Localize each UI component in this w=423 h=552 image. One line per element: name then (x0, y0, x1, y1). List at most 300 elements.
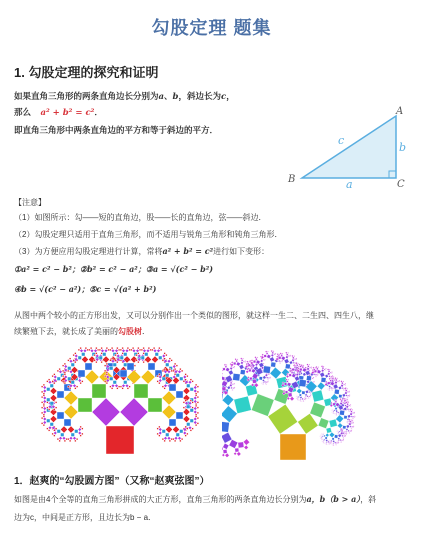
pythagoras-tree-square (35, 342, 205, 466)
tree-square (180, 440, 182, 442)
tree-square (55, 402, 57, 404)
tree-square (80, 435, 82, 437)
tree-square (190, 430, 192, 432)
tree-square (78, 356, 82, 360)
vertex-label-b: B (288, 174, 296, 185)
tree-square (271, 362, 276, 367)
tree-square (68, 386, 70, 388)
tree-square (82, 381, 84, 383)
tree-square (82, 356, 89, 363)
tree-square (187, 423, 191, 427)
tree-square (62, 381, 64, 383)
tree-square (94, 360, 96, 362)
tree-square (92, 384, 106, 398)
tree-square (266, 377, 268, 379)
variation-5: ；⑤c = √(a² + b²) (81, 284, 157, 294)
tree-square (143, 361, 145, 363)
tree-square (43, 417, 47, 421)
tree-square (59, 437, 63, 441)
tree-square (310, 402, 326, 418)
tree-square (80, 347, 82, 349)
tree-square (296, 359, 297, 360)
zhaoshuang-line-1 (14, 494, 376, 505)
tree-square (197, 417, 199, 419)
tree-square (187, 433, 189, 435)
tree-square (43, 416, 45, 418)
tree-square (269, 357, 274, 362)
tree-square (50, 395, 57, 402)
tree-square (299, 379, 307, 387)
tree-square (294, 366, 296, 368)
tree-square (340, 380, 342, 382)
tree-square (224, 364, 226, 366)
tree-square (92, 398, 120, 426)
tree-square (240, 358, 242, 360)
tree-square (41, 412, 43, 414)
tree-square (52, 381, 54, 383)
tree-square (222, 454, 225, 457)
tree-square (251, 367, 253, 369)
tree-square (166, 374, 170, 378)
tree-square (334, 435, 338, 439)
tree-square (75, 361, 77, 363)
tree-square (331, 373, 332, 374)
tree-square (192, 381, 194, 383)
tree-square (111, 347, 113, 349)
tree-square (269, 374, 270, 375)
tree-square (110, 349, 112, 351)
tree-square (50, 384, 54, 388)
tree-square (64, 374, 66, 376)
tree-square (167, 437, 171, 441)
tree-square (225, 453, 229, 457)
tree-paragraph-line-2 (14, 326, 150, 337)
tree-square (246, 370, 249, 373)
tree-square (176, 433, 180, 437)
tree-square (312, 367, 314, 369)
tree-square (344, 432, 345, 433)
variation-4: ④b = √(c² − a²) (14, 284, 82, 294)
tree-square (138, 347, 140, 349)
tree-square (78, 370, 85, 377)
tree-square (197, 391, 199, 393)
tree-square (329, 390, 330, 391)
tree-square (237, 359, 238, 360)
tree-square (173, 365, 177, 369)
tree-square (192, 402, 194, 404)
tree-square (162, 360, 164, 362)
tree-square (264, 355, 267, 358)
tree-square (302, 366, 304, 368)
tree-square (82, 428, 84, 430)
tree-square (343, 440, 344, 441)
tree-square (317, 375, 318, 376)
tree-square (194, 400, 198, 404)
zhaoshuang-text: ，斜 (360, 495, 377, 504)
tree-square (71, 363, 75, 367)
tree-square (300, 401, 301, 402)
tree-square (267, 351, 268, 352)
tree-square (146, 349, 150, 353)
tree-square (336, 415, 344, 423)
tree-square (174, 437, 178, 441)
tree-square (253, 360, 256, 363)
tree-square (118, 349, 120, 351)
tree-square (166, 363, 170, 367)
tree-square (127, 347, 129, 349)
tree-square (329, 432, 335, 438)
section-heading-zhaoshuang: 1．赵爽的“勾股圆方图”（又称“赵爽弦图”） (14, 476, 210, 487)
tree-square (307, 365, 309, 367)
tree-square (141, 370, 155, 384)
tree-square (325, 437, 327, 439)
note-2: （2）勾股定理只适用于直角三角形，而不适用与锐角三角形和钝角三角形． (14, 230, 283, 239)
tree-square (78, 428, 82, 432)
tree-square (117, 353, 119, 355)
tree-square (62, 370, 64, 372)
tree-square (351, 431, 352, 432)
tree-square (299, 368, 302, 371)
tree-square (54, 374, 56, 376)
tree-square (96, 353, 98, 355)
tree-square (159, 382, 161, 384)
tree-square (110, 360, 112, 362)
tree-square (78, 431, 82, 435)
tree-square (240, 361, 243, 364)
tree-square (73, 360, 75, 362)
tree-square (155, 353, 159, 357)
tree-square (162, 377, 166, 381)
tree-square (226, 364, 227, 365)
tree-square (120, 349, 122, 351)
tree-square (118, 386, 120, 388)
tree-square (286, 354, 288, 356)
tree-square (64, 382, 66, 384)
tree-square (234, 452, 237, 455)
tree-square (69, 437, 73, 441)
tree-square (47, 381, 49, 383)
tree-square (282, 361, 283, 362)
tree-square (174, 374, 176, 376)
tree-square (50, 423, 54, 427)
tree-square (160, 349, 162, 351)
tree-square (190, 379, 192, 381)
tree-square (337, 423, 343, 429)
tree-square (41, 423, 43, 425)
tree-square (159, 356, 163, 360)
tree-square (115, 354, 117, 356)
tree-square (83, 349, 87, 353)
tree-square (282, 353, 283, 354)
tree-square (75, 440, 77, 442)
tree-square (331, 442, 332, 443)
tree-square (159, 435, 161, 437)
tree-square (180, 377, 184, 381)
tree-square (178, 437, 182, 441)
tree-square (183, 431, 187, 435)
tree-square (89, 349, 91, 351)
tree-square (82, 433, 84, 435)
tree-square (347, 397, 348, 398)
side-label-c: c (338, 134, 345, 147)
page-title: 勾股定理 题集 (151, 18, 272, 38)
triangle-shape (302, 116, 396, 178)
tree-square (245, 362, 246, 363)
tree-square (183, 402, 185, 404)
tree-square (262, 384, 263, 385)
tree-square (62, 375, 64, 377)
sep: 、 (164, 91, 173, 101)
tree-square (197, 386, 199, 388)
tree-square (159, 379, 163, 383)
tree-square (117, 388, 119, 390)
tree-square (164, 388, 166, 390)
tree-square (162, 391, 176, 405)
pythagorean-formula: a² + b² = c² (40, 108, 95, 118)
tree-square (289, 374, 292, 377)
tree-square (286, 380, 288, 382)
tree-square (113, 363, 117, 367)
tree-square (48, 426, 52, 430)
tree-square (222, 406, 237, 423)
note-1: （1）如图所示：勾——短的直角边，股——长的直角边，弦——斜边． (14, 213, 267, 222)
tree-square (174, 368, 176, 370)
tree-square (164, 384, 168, 388)
tree-square (268, 404, 298, 434)
tree-square (61, 426, 68, 433)
tree-square (183, 416, 190, 423)
tree-square (257, 357, 258, 358)
tree-square (111, 388, 113, 390)
tree-square (68, 360, 70, 362)
tree-square (181, 370, 183, 372)
tree-square (234, 388, 235, 389)
tree-square (353, 427, 354, 428)
tree-square (43, 405, 45, 407)
tree-square (288, 379, 289, 380)
tree-square (335, 407, 337, 409)
tree-square (341, 382, 343, 384)
tree-square (317, 366, 318, 367)
tree-square (59, 370, 63, 374)
tree-square (320, 372, 325, 377)
tree-square (265, 384, 266, 385)
tree-square (71, 433, 75, 437)
tree-square (324, 435, 326, 437)
tree-square (162, 438, 164, 440)
tree-square (94, 349, 98, 353)
tree-square (50, 416, 57, 423)
note-header: 【注意】 (14, 198, 46, 207)
tree-paragraph-text: ． (142, 327, 150, 336)
tree-square (222, 432, 232, 443)
tree-square (43, 393, 45, 395)
tree-square (57, 430, 61, 434)
tree-square (129, 386, 131, 388)
tree-square (54, 409, 56, 411)
tree-square (52, 433, 54, 435)
tree-square (303, 365, 304, 366)
tree-square (306, 376, 311, 381)
tree-square (75, 353, 77, 355)
tree-square (340, 442, 341, 443)
tree-square (333, 413, 334, 414)
tree-square (315, 376, 316, 377)
tree-square (111, 349, 115, 353)
tree-square (124, 353, 128, 357)
tree-square (300, 373, 301, 374)
tree-square (316, 368, 318, 370)
tree-square (169, 358, 171, 360)
tree-square (298, 413, 319, 434)
tree-square (136, 360, 138, 362)
tree-square (87, 349, 89, 351)
tree-square (233, 373, 241, 381)
tree-square (90, 349, 94, 353)
tree-square (104, 375, 106, 377)
tree-square (143, 349, 147, 353)
tree-square (138, 353, 140, 355)
tree-square (291, 355, 293, 357)
tree-square (110, 367, 114, 371)
theorem-line-2 (14, 106, 103, 119)
tree-square (242, 358, 243, 359)
tree-square (325, 370, 326, 371)
tree-square (141, 349, 143, 351)
tree-square (343, 438, 344, 439)
tree-square (153, 347, 155, 349)
var-a: a (158, 92, 165, 102)
tree-square (48, 430, 50, 432)
tree-square (166, 354, 168, 356)
tree-square (43, 396, 47, 400)
tree-square (159, 374, 161, 376)
tree-square (71, 381, 75, 385)
tree-square (194, 407, 198, 411)
tree-square (296, 388, 302, 394)
tree-square (41, 402, 43, 404)
tree-square (336, 378, 337, 379)
tree-square (64, 440, 66, 442)
tree-square (354, 417, 355, 418)
tree-square (104, 349, 108, 353)
tree-square (318, 418, 329, 429)
tree-square (265, 351, 267, 353)
tree-square (162, 386, 164, 388)
tree-square (85, 347, 87, 349)
tree-square (57, 370, 59, 372)
side-label-a: a (346, 178, 353, 190)
tree-square (347, 423, 348, 424)
tree-square (127, 370, 141, 384)
tree-square (244, 445, 248, 449)
tree-square (48, 379, 50, 381)
tree-square (323, 443, 324, 444)
tree-square (99, 356, 103, 360)
tree-square (185, 435, 187, 437)
tree-square (194, 417, 198, 421)
tree-square (308, 364, 309, 365)
tree-square (266, 353, 268, 355)
tree-square (322, 367, 324, 369)
tree-square (54, 375, 58, 379)
tree-square (120, 398, 148, 426)
tree-square (69, 358, 71, 360)
tree-square (326, 427, 332, 433)
tree-square (169, 440, 171, 442)
tree-square (43, 424, 45, 426)
tree-square (153, 349, 157, 353)
tree-square (54, 435, 56, 437)
tree-square (344, 415, 348, 419)
tree-square (292, 357, 294, 359)
tree-square (248, 369, 251, 372)
tree-square (159, 347, 161, 349)
tree-square (115, 349, 119, 353)
tree-square (43, 421, 47, 425)
tree-square (346, 388, 347, 389)
tree-square (329, 369, 330, 370)
theorem-text: 如果直角三角形的两条直角边长分别为 (14, 91, 159, 101)
tree-square (106, 382, 108, 384)
tree-square (145, 353, 149, 357)
tree-square (143, 353, 145, 355)
tree-square (76, 438, 78, 440)
tree-square (59, 440, 61, 442)
tree-square (157, 433, 159, 435)
tree-square (85, 363, 92, 370)
tree-square (164, 437, 168, 441)
tree-square (173, 370, 175, 372)
tree-square (47, 407, 49, 409)
tree-square (314, 374, 316, 376)
tree-square (96, 347, 98, 349)
tree-square (132, 347, 134, 349)
tree-square (169, 368, 171, 370)
zhaoshuang-line-2: 边为c，中间是正方形，且边长为b − a． (14, 513, 157, 522)
variation-line-2 (14, 284, 156, 295)
zhaoshuang-text: 如图是由4个全等的直角三角形拼成的大正方形，直角三角形的两条直角边长分别为 (14, 495, 307, 504)
tree-square (327, 368, 329, 370)
tree-square (311, 368, 312, 369)
tree-square (231, 361, 233, 363)
tree-square (106, 347, 108, 349)
tree-square (310, 394, 311, 395)
tree-square (138, 361, 140, 363)
tree-square (166, 426, 173, 433)
tree-square (85, 370, 99, 384)
tree-square (223, 443, 229, 449)
tree-square (162, 354, 166, 358)
tree-square (195, 384, 197, 386)
tree-square (43, 403, 45, 405)
tree-square (340, 400, 342, 402)
tree-square (183, 375, 187, 379)
tree-square (110, 386, 112, 388)
tree-square (47, 388, 51, 392)
tree-square (246, 361, 248, 363)
tree-square (101, 361, 103, 363)
tree-square (338, 414, 339, 415)
tree-square (243, 439, 249, 445)
tree-square (164, 358, 166, 360)
tree-square (234, 367, 235, 368)
tree-square (90, 347, 92, 349)
tree-square (57, 377, 61, 381)
tree-square (120, 356, 124, 360)
tree-square (272, 352, 274, 354)
tree-square (43, 400, 47, 404)
